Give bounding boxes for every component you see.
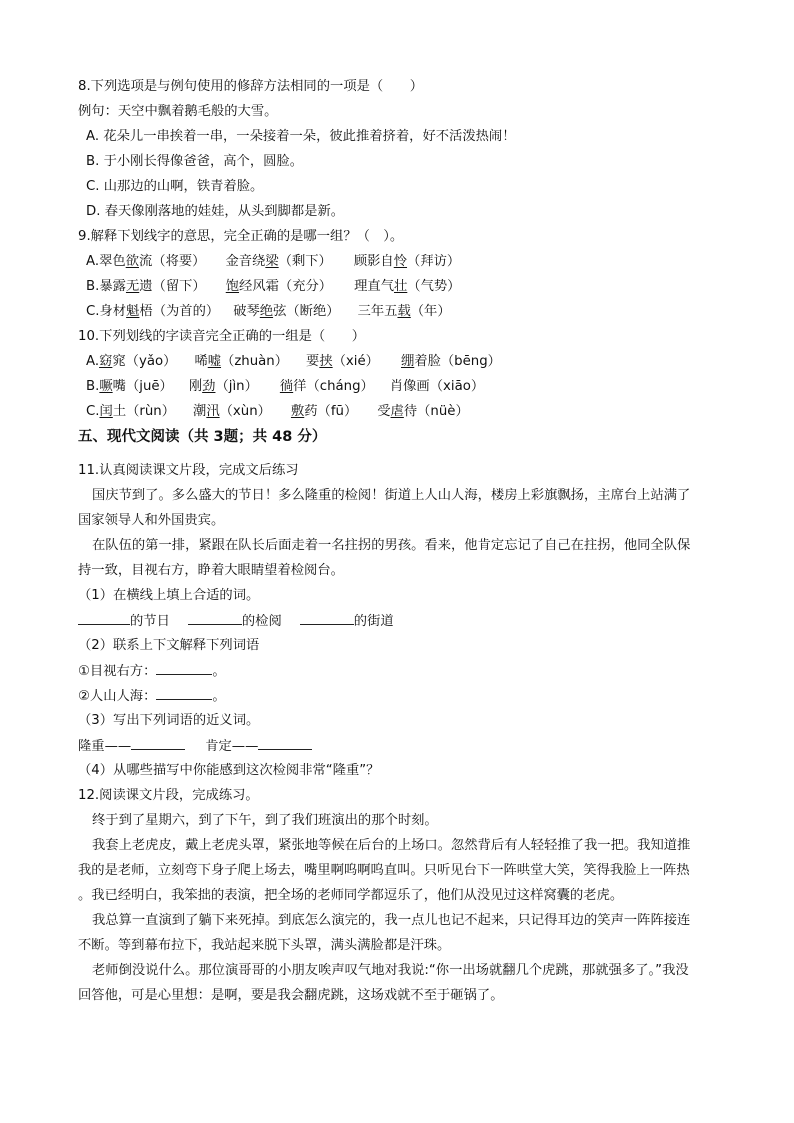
q11-sub3-blanks: 隆重—— 肯定—— xyxy=(78,737,312,756)
q10-option-b: B.噘嘴（juē） 刚劲（jìn） 徜徉（cháng） 肖像画（xiāo） xyxy=(86,379,485,394)
q8-option-a: A. 花朵儿一串挨着一串，一朵接着一朵，彼此推着挤着，好不活泼热闹！ xyxy=(86,129,516,144)
q12-paragraph-3b: 不断。等到幕布拉下，我站起来脱下头罩，满头满脸都是汗珠。 xyxy=(78,938,451,953)
section-heading: 五、现代文阅读（共 3题；共 48 分） xyxy=(78,429,327,445)
answer-blank[interactable] xyxy=(300,612,354,625)
q8-example: 例句：天空中飘着鹅毛般的大雪。 xyxy=(78,104,278,119)
q10-option-a: A.窈窕（yǎo） 唏嘘（zhuàn） 要挟（xié） 绷着脸（bēng） xyxy=(86,354,501,369)
q12-paragraph-2a: 我套上老虎皮，戴上老虎头罩，紧张地等候在后台的上场口。忽然背后有人轻轻推了我一把。我知道推 xyxy=(92,838,691,853)
answer-blank[interactable] xyxy=(258,737,312,750)
answer-blank[interactable] xyxy=(131,737,185,750)
answer-blank[interactable] xyxy=(156,687,212,700)
q8-stem: 8.下列选项是与例句使用的修辞方法相同的一项是（ ） xyxy=(78,79,424,94)
q12-paragraph-1: 终于到了星期六，到了下午，到了我们班演出的那个时刻。 xyxy=(92,813,438,828)
q10-stem: 10.下列划线的字读音完全正确的一组是（ ） xyxy=(78,329,366,344)
q8-option-d: D. 春天像刚落地的娃娃，从头到脚都是新。 xyxy=(86,204,345,219)
q10-option-c: C.闰土（rùn） 潮汛（xùn） 敷药（fū） 受虐待（nüè） xyxy=(86,404,469,419)
q11-sub1: （1）在横线上填上合适的词。 xyxy=(78,588,260,603)
q11-sub4: （4）从哪些描写中你能感到这次检阅非常“隆重”？ xyxy=(78,763,380,778)
q11-sub2: （2）联系上下文解释下列词语 xyxy=(78,638,260,653)
q11-sub2-item2: ②人山人海： 。 xyxy=(78,689,226,704)
answer-blank[interactable] xyxy=(156,662,212,675)
q12-paragraph-2b: 我的是老师，立刻弯下身子爬上场去，嘴里啊呜啊呜直叫。只听见台下一阵哄堂大笑，笑得我脸上一阵热 xyxy=(78,863,690,878)
q9-option-c: C.身材魁梧（为首的） 破琴绝弦（断绝） 三年五载（年） xyxy=(86,304,451,319)
q11-stem: 11.认真阅读课文片段，完成文后练习 xyxy=(78,463,299,478)
q11-sub2-item1: ①目视右方： 。 xyxy=(78,664,226,679)
q12-paragraph-2c: 。我已经明白，我笨拙的表演，把全场的老师同学都逗乐了，他们从没见过这样窝囊的老虎。 xyxy=(78,888,624,903)
q9-stem: 9.解释下划线字的意思，完全正确的是哪一组？（ ）。 xyxy=(78,229,404,244)
q11-paragraph-2b: 持一致，目视右方，睁着大眼睛望着检阅台。 xyxy=(78,563,344,578)
q11-paragraph-1b: 国家领导人和外国贵宾。 xyxy=(78,513,225,528)
q12-paragraph-4a: 老师倒没说什么。那位演哥哥的小朋友唉声叹气地对我说:“你一出场就翻几个虎跳，那就强多了。”我没 xyxy=(92,963,689,978)
answer-blank[interactable] xyxy=(188,612,242,625)
q8-option-c: C. 山那边的山啊，铁青着脸。 xyxy=(86,179,264,194)
q12-paragraph-3a: 我总算一直演到了躺下来死掉。到底怎么演完的，我一点儿也记不起来，只记得耳边的笑声一阵阵接连 xyxy=(92,913,691,928)
q9-option-a: A.翠色欲流（将要） 金音绕梁（剩下） 顾影自怜（拜访） xyxy=(86,254,461,269)
q12-paragraph-4b: 回答他，可是心里想：是啊，要是我会翻虎跳，这场戏就不至于砸锅了。 xyxy=(78,988,504,1003)
q8-option-b: B. 于小刚长得像爸爸，高个，圆脸。 xyxy=(86,154,304,169)
q11-sub1-blanks: 的节日 的检阅 的街道 xyxy=(78,612,394,631)
q11-sub3: （3）写出下列词语的近义词。 xyxy=(78,713,260,728)
q9-option-b: B.暴露无遗（留下） 饱经风霜（充分） 理直气壮（气势） xyxy=(86,279,461,294)
answer-blank[interactable] xyxy=(78,612,130,625)
q11-paragraph-2a: 在队伍的第一排，紧跟在队长后面走着一名拄拐的男孩。看来，他肯定忘记了自己在拄拐，他同全队保 xyxy=(92,538,691,553)
q11-paragraph-1a: 国庆节到了。多么盛大的节日！多么隆重的检阅！街道上人山人海，楼房上彩旗飘扬，主席台上站满了 xyxy=(92,488,691,503)
q12-stem: 12.阅读课文片段，完成练习。 xyxy=(78,788,259,803)
